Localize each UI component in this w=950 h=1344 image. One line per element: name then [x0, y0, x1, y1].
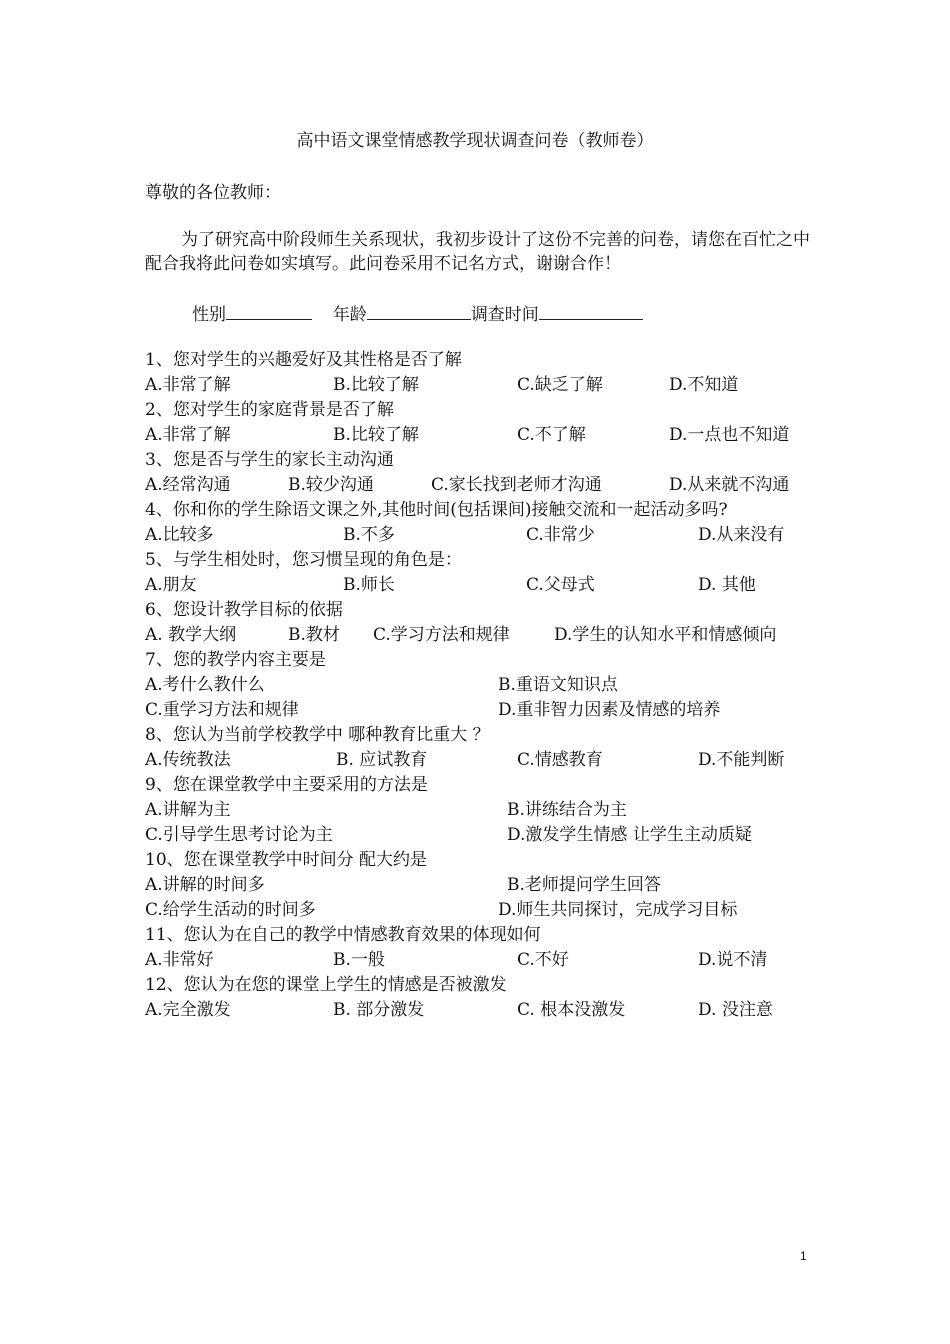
option-c[interactable]: C.不了解 — [517, 425, 586, 445]
question-4-options — [145, 523, 815, 548]
question-list — [145, 348, 815, 1023]
option-b[interactable]: B.较少沟通 — [288, 475, 374, 495]
option-d[interactable]: D.不知道 — [669, 375, 739, 395]
option-b[interactable]: B.重语文知识点 — [498, 675, 618, 695]
option-a[interactable]: A.非常了解 — [145, 375, 231, 395]
option-a[interactable]: A.讲解为主 — [145, 800, 231, 820]
option-d[interactable]: D. 没注意 — [698, 1000, 773, 1020]
page-title: 高中语文课堂情感教学现状调查问卷（教师卷） — [296, 131, 654, 151]
option-b[interactable]: B.讲练结合为主 — [507, 800, 627, 820]
option-d[interactable]: D.不能判断 — [698, 750, 785, 770]
option-a[interactable]: A.经常沟通 — [145, 475, 231, 495]
option-a[interactable]: A.比较多 — [145, 525, 214, 545]
question-9-options-row-1 — [145, 798, 815, 823]
option-a[interactable]: A.考什么教什么 — [145, 675, 265, 695]
question-4: 4、你和你的学生除语文课之外,其他时间(包括课间)接触交流和一起活动多吗? — [145, 500, 728, 520]
option-c[interactable]: C.不好 — [517, 950, 569, 970]
question-5: 5、与学生相处时，您习惯呈现的角色是： — [145, 550, 462, 570]
option-d[interactable]: D.从来就不沟通 — [669, 475, 790, 495]
question-6-options — [145, 623, 815, 648]
option-d[interactable]: D.说不清 — [698, 950, 768, 970]
option-b[interactable]: B.不多 — [343, 525, 395, 545]
question-3-options — [145, 473, 815, 498]
question-9-options-row-2 — [145, 823, 815, 848]
question-11-options — [145, 948, 815, 973]
option-b[interactable]: B.比较了解 — [333, 425, 419, 445]
question-7-options-row-2 — [145, 698, 815, 723]
age-blank[interactable] — [367, 303, 471, 320]
question-6: 6、您设计教学目标的依据 — [145, 600, 343, 620]
question-3: 3、您是否与学生的家长主动沟通 — [145, 450, 394, 470]
intro-paragraph: 为了研究高中阶段师生关系现状，我初步设计了这份不完善的问卷，请您在百忙之中配合我将此问卷如实填写。此问卷采用不记名方式，谢谢合作！ — [145, 230, 810, 274]
option-c[interactable]: C.重学习方法和规律 — [145, 700, 299, 720]
question-8-options — [145, 748, 815, 773]
option-c[interactable]: C.家长找到老师才沟通 — [431, 475, 602, 495]
option-a[interactable]: A.非常好 — [145, 950, 214, 970]
gender-blank[interactable] — [226, 303, 312, 320]
respondent-info — [192, 300, 643, 325]
option-b[interactable]: B.比较了解 — [333, 375, 419, 395]
option-a[interactable]: A.非常了解 — [145, 425, 231, 445]
question-10-options-row-1 — [145, 873, 815, 898]
gender-label: 性别 — [192, 305, 226, 325]
question-12-options — [145, 998, 815, 1023]
greeting: 尊敬的各位教师： — [145, 183, 281, 203]
survey-time-blank[interactable] — [539, 303, 643, 320]
option-a[interactable]: A.完全激发 — [145, 1000, 231, 1020]
option-c[interactable]: C.非常少 — [526, 525, 595, 545]
question-11: 11、您认为在自己的教学中情感教育效果的体现如何 — [145, 925, 541, 945]
question-2: 2、您对学生的家庭背景是否了解 — [145, 400, 394, 420]
question-8: 8、您认为当前学校教学中 哪种教育比重大 ？ — [145, 725, 490, 745]
question-12: 12、您认为在您的课堂上学生的情感是否被激发 — [145, 975, 507, 995]
option-c[interactable]: C. 根本没激发 — [517, 1000, 626, 1020]
option-d[interactable]: D.从来没有 — [698, 525, 785, 545]
option-c[interactable]: C.缺乏了解 — [517, 375, 603, 395]
option-b[interactable]: B. 部分激发 — [333, 1000, 425, 1020]
question-9: 9、您在课堂教学中主要采用的方法是 — [145, 775, 428, 795]
option-c[interactable]: C.学习方法和规律 — [373, 625, 510, 645]
question-2-options — [145, 423, 815, 448]
option-d[interactable]: D.重非智力因素及情感的培养 — [498, 700, 721, 720]
question-10: 10、您在课堂教学中时间分 配大约是 — [145, 850, 428, 870]
option-a[interactable]: A.传统教法 — [145, 750, 231, 770]
question-7-options-row-1 — [145, 673, 815, 698]
option-b[interactable]: B.师长 — [343, 575, 395, 595]
option-b[interactable]: B.老师提问学生回答 — [507, 875, 661, 895]
age-label: 年龄 — [332, 305, 367, 325]
survey-time-label: 调查时间 — [470, 305, 539, 325]
option-d[interactable]: D.师生共同探讨，完成学习目标 — [498, 900, 738, 920]
option-a[interactable]: A.讲解的时间多 — [145, 875, 265, 895]
option-c[interactable]: C.父母式 — [526, 575, 595, 595]
option-a[interactable]: A.朋友 — [145, 575, 197, 595]
option-c[interactable]: C.引导学生思考讨论为主 — [145, 825, 333, 845]
option-d[interactable]: D.学生的认知水平和情感倾向 — [554, 625, 777, 645]
page-number: 1 — [800, 1249, 807, 1263]
option-d[interactable]: D. 其他 — [698, 575, 756, 595]
option-c[interactable]: C.情感教育 — [517, 750, 603, 770]
option-b[interactable]: B.一般 — [333, 950, 385, 970]
option-d[interactable]: D.激发学生情感 让学生主动质疑 — [507, 825, 752, 845]
option-d[interactable]: D.一点也不知道 — [669, 425, 790, 445]
option-b[interactable]: B.教材 — [288, 625, 340, 645]
question-7: 7、您的教学内容主要是 — [145, 650, 326, 670]
option-b[interactable]: B. 应试教育 — [336, 750, 428, 770]
option-c[interactable]: C.给学生活动的时间多 — [145, 900, 316, 920]
question-1-options — [145, 373, 815, 398]
question-10-options-row-2 — [145, 898, 815, 923]
question-1: 1、您对学生的兴趣爱好及其性格是否了解 — [145, 350, 462, 370]
question-5-options — [145, 573, 815, 598]
option-a[interactable]: A. 教学大纲 — [145, 625, 237, 645]
